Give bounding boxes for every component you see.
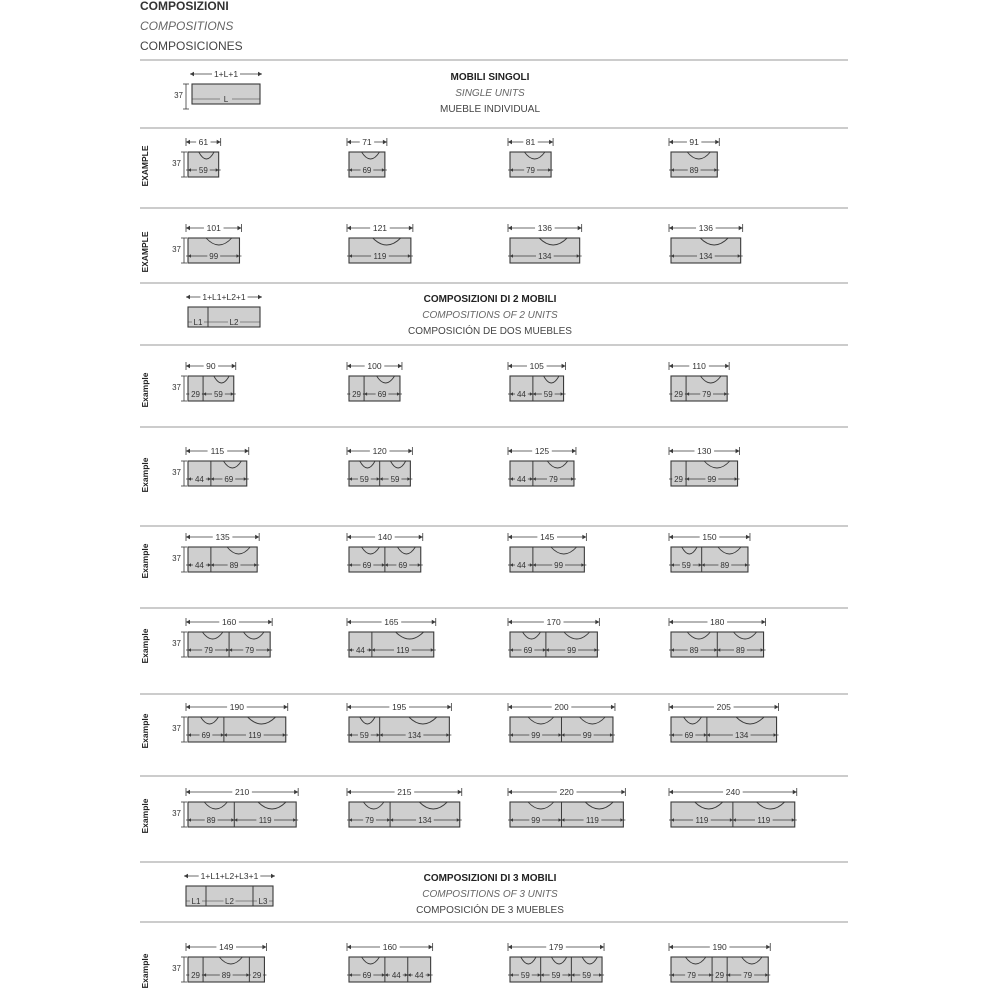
example-row-2-composition-3-total-dim-arrow-right xyxy=(578,226,582,230)
example-row-4-composition-2-total-label: 120 xyxy=(372,446,387,456)
example-row-3-composition-2-total-dim-arrow-right xyxy=(398,364,402,368)
example-row-9-composition-1-unit-label: 89 xyxy=(221,971,231,980)
example-row-9-composition-1-unit-label: 29 xyxy=(252,971,262,980)
example-row-4-composition-3-total-dim-arrow-left xyxy=(508,449,512,453)
legend-two-total-dim-arrow-right xyxy=(258,295,262,299)
example-row-7-composition-3-unit-label: 99 xyxy=(531,731,541,740)
example-row-6-composition-1-total-dim-arrow-left xyxy=(186,620,190,624)
section-title-single-english: SINGLE UNITS xyxy=(455,88,525,99)
example-row-7-composition-3-total-dim-arrow-left xyxy=(508,705,512,709)
example-row-7-composition-2-total-dim-arrow-right xyxy=(447,705,451,709)
section-title-three-english: COMPOSITIONS OF 3 UNITS xyxy=(422,889,558,900)
example-row-5-composition-4-total-dim-arrow-right xyxy=(746,535,750,539)
example-row-3-composition-4-unit-label: 79 xyxy=(702,390,712,399)
example-row-9-composition-3-unit-label: 59 xyxy=(551,971,561,980)
example-row-3-composition-2-unit-label: 29 xyxy=(352,390,361,399)
example-row-6-composition-4-unit-label: 89 xyxy=(689,646,699,655)
example-row-5-composition-2-unit-label: 69 xyxy=(398,561,408,570)
example-row-7-composition-1-total-label: 190 xyxy=(229,702,244,712)
example-row-4-composition-4-unit-label: 29 xyxy=(674,475,683,484)
example-row-7-composition-2-total-label: 195 xyxy=(392,702,407,712)
section-title-single-italian: MOBILI SINGOLI xyxy=(450,72,530,83)
example-row-2-label: EXAMPLE xyxy=(140,231,150,273)
example-row-5-composition-1-total-label: 135 xyxy=(215,532,230,542)
example-row-3-composition-3-unit-label: 44 xyxy=(516,390,526,399)
example-row-9-composition-4-unit-label: 79 xyxy=(687,971,696,980)
example-row-5-composition-1-total-dim-arrow-right xyxy=(255,535,259,539)
example-row-9-composition-4-unit-label: 79 xyxy=(743,971,753,980)
legend-three-unit-label: L2 xyxy=(225,897,234,906)
legend-three-formula: 1+L1+L2+L3+1 xyxy=(200,871,259,881)
example-row-6-composition-4-total-dim-arrow-left xyxy=(669,620,673,624)
example-row-8-composition-1-cabinet xyxy=(188,802,296,827)
page-title-italian: COMPOSIZIONI xyxy=(140,0,229,13)
section-title-single-spanish: MUEBLE INDIVIDUAL xyxy=(439,104,541,115)
example-row-2-composition-2-total-label: 121 xyxy=(372,223,388,233)
example-row-7-composition-4-total-dim-arrow-left xyxy=(669,705,673,709)
example-row-8-composition-3-total-dim-arrow-right xyxy=(621,790,625,794)
example-row-3-composition-3-total-dim-arrow-right xyxy=(562,364,566,368)
example-row-8-composition-1-unit-label: 119 xyxy=(258,816,272,825)
example-row-5-composition-2-unit-label: 69 xyxy=(362,561,372,570)
example-row-5-composition-4-unit-label: 89 xyxy=(720,561,730,570)
example-row-2-composition-3-unit-label: 134 xyxy=(538,252,552,261)
example-row-1-composition-4-total-dim-arrow-left xyxy=(669,140,673,144)
example-row-6-label: Example xyxy=(140,628,150,664)
example-row-7-composition-2-unit-label: 59 xyxy=(359,731,369,740)
example-row-8-composition-3-unit-label: 119 xyxy=(586,816,599,825)
example-row-1-composition-2-total-dim-arrow-right xyxy=(383,140,387,144)
example-row-1-composition-1-total-dim-arrow-left xyxy=(186,140,190,144)
example-row-2-composition-1-total-dim-arrow-right xyxy=(237,226,241,230)
example-row-2-composition-3-total-dim-arrow-left xyxy=(508,226,512,230)
example-row-6-composition-3-total-dim-arrow-right xyxy=(595,620,599,624)
example-row-1-composition-1-unit-label: 59 xyxy=(198,166,208,175)
example-row-2-composition-4-total-label: 136 xyxy=(698,223,713,233)
example-row-6-composition-4-total-label: 180 xyxy=(710,617,725,627)
example-row-4-composition-1-unit-label: 44 xyxy=(194,475,204,484)
legend-two-unit-label: L2 xyxy=(229,318,239,327)
example-row-2-composition-2-unit-label: 119 xyxy=(373,252,387,261)
example-row-8-composition-3-cabinet xyxy=(510,802,623,827)
legend-two-unit-label: L1 xyxy=(193,318,203,327)
example-row-3-composition-1-total-dim-arrow-right xyxy=(232,364,236,368)
example-row-5-composition-3-unit-label: 44 xyxy=(516,561,526,570)
example-row-6-composition-1-total-label: 160 xyxy=(221,617,237,627)
example-row-7-composition-4-total-label: 205 xyxy=(716,702,731,712)
example-row-9-composition-4-total-dim-arrow-right xyxy=(766,945,770,949)
example-row-8-composition-2-total-label: 215 xyxy=(397,787,412,797)
example-row-5-composition-3-total-label: 145 xyxy=(540,532,555,542)
example-row-3-composition-1-total-label: 90 xyxy=(206,361,216,371)
example-row-6-composition-2-unit-label: 44 xyxy=(355,646,365,655)
example-row-9-composition-3-total-dim-arrow-left xyxy=(508,945,512,949)
section-title-three-spanish: COMPOSICIÓN DE 3 MUEBLES xyxy=(416,905,564,916)
example-row-4-label: Example xyxy=(140,457,150,493)
legend-three-total-dim-arrow-right xyxy=(271,874,275,878)
example-row-6-composition-4-unit-label: 89 xyxy=(735,646,745,655)
example-row-1-composition-1-total-dim-arrow-right xyxy=(217,140,221,144)
example-row-7-composition-2-total-dim-arrow-left xyxy=(347,705,351,709)
example-row-2-composition-1-total-dim-arrow-left xyxy=(186,226,190,230)
example-row-3-label: Example xyxy=(140,372,150,408)
example-row-6-composition-1-unit-label: 79 xyxy=(204,646,213,655)
example-row-3-composition-1-unit-label: 59 xyxy=(213,390,223,399)
example-row-8-composition-3-total-dim-arrow-left xyxy=(508,790,512,794)
example-row-7-composition-1-unit-label: 69 xyxy=(201,731,211,740)
example-row-6-composition-3-total-label: 170 xyxy=(546,617,561,627)
example-row-8-height-label: 37 xyxy=(172,809,181,818)
example-row-3-composition-1-unit-label: 29 xyxy=(191,390,200,399)
section-title-two-italian: COMPOSIZIONI DI 2 MOBILI xyxy=(423,294,557,305)
example-row-8-composition-2-total-dim-arrow-right xyxy=(458,790,462,794)
example-row-3-composition-4-total-dim-arrow-left xyxy=(669,364,673,368)
example-row-8-composition-1-total-dim-arrow-left xyxy=(186,790,190,794)
example-row-2-composition-4-total-dim-arrow-right xyxy=(739,226,743,230)
example-row-4-composition-4-total-dim-arrow-left xyxy=(669,449,673,453)
example-row-9-composition-3-total-label: 179 xyxy=(548,942,564,952)
example-row-5-composition-3-total-dim-arrow-left xyxy=(508,535,512,539)
example-row-1-composition-2-total-dim-arrow-left xyxy=(347,140,351,144)
example-row-3-composition-4-unit-label: 29 xyxy=(674,390,683,399)
example-row-4-composition-3-unit-label: 44 xyxy=(516,475,526,484)
example-row-7-label: Example xyxy=(140,713,150,749)
legend-single-formula: 1+L+1 xyxy=(213,69,239,79)
example-row-8-composition-4-total-label: 240 xyxy=(725,787,740,797)
example-row-7-composition-3-total-label: 200 xyxy=(554,702,569,712)
example-row-5-composition-4-unit-label: 59 xyxy=(681,561,691,570)
example-row-9-composition-2-total-dim-arrow-right xyxy=(429,945,433,949)
example-row-5-composition-1-unit-label: 89 xyxy=(229,561,239,570)
example-row-4-composition-3-total-label: 125 xyxy=(534,446,550,456)
example-row-2-composition-2-total-dim-arrow-right xyxy=(409,226,413,230)
example-row-1-composition-4-total-dim-arrow-right xyxy=(715,140,719,144)
example-row-8-composition-2-unit-label: 79 xyxy=(365,816,374,825)
example-row-2-composition-2-total-dim-arrow-left xyxy=(347,226,351,230)
example-row-4-composition-3-unit-label: 79 xyxy=(548,475,558,484)
example-row-9-height-label: 37 xyxy=(172,964,181,973)
example-row-5-composition-1-total-dim-arrow-left xyxy=(186,535,190,539)
example-row-3-composition-1-total-dim-arrow-left xyxy=(186,364,190,368)
example-row-8-composition-3-unit-label: 99 xyxy=(531,816,541,825)
example-row-6-composition-2-unit-label: 119 xyxy=(396,646,410,655)
example-row-8-composition-2-total-dim-arrow-left xyxy=(347,790,351,794)
example-row-8-composition-3-total-label: 220 xyxy=(559,787,574,797)
legend-two-formula: 1+L1+L2+1 xyxy=(202,292,246,302)
example-row-4-composition-2-unit-label: 59 xyxy=(390,475,400,484)
example-row-1-label: EXAMPLE xyxy=(140,145,150,187)
legend-three-total-dim-arrow-left xyxy=(184,874,188,878)
example-row-9-composition-3-unit-label: 59 xyxy=(520,971,530,980)
example-row-9-composition-2-unit-label: 44 xyxy=(391,971,401,980)
example-row-3-height-label: 37 xyxy=(172,383,181,392)
example-row-8-composition-4-total-dim-arrow-right xyxy=(793,790,797,794)
example-row-4-composition-3-total-dim-arrow-right xyxy=(572,449,576,453)
example-row-5-composition-3-unit-label: 99 xyxy=(554,561,564,570)
example-row-5-composition-2-total-dim-arrow-left xyxy=(347,535,351,539)
example-row-3-composition-4-total-dim-arrow-right xyxy=(725,364,729,368)
example-row-5-height-label: 37 xyxy=(172,554,181,563)
example-row-1-composition-3-total-dim-arrow-right xyxy=(549,140,553,144)
legend-three-unit-label: L1 xyxy=(191,897,201,906)
example-row-4-composition-2-total-dim-arrow-right xyxy=(408,449,412,453)
example-row-9-composition-2-unit-label: 44 xyxy=(414,971,424,980)
example-row-9-composition-2-total-label: 160 xyxy=(382,942,397,952)
example-row-9-composition-1-total-dim-arrow-left xyxy=(186,945,190,949)
example-row-4-composition-2-unit-label: 59 xyxy=(359,475,369,484)
example-row-9-composition-2-total-dim-arrow-left xyxy=(347,945,351,949)
legend-single-total-dim-arrow-right xyxy=(258,72,262,76)
example-row-5-composition-2-total-dim-arrow-right xyxy=(419,535,423,539)
example-row-4-composition-1-unit-label: 69 xyxy=(224,475,234,484)
example-row-7-composition-3-total-dim-arrow-right xyxy=(611,705,615,709)
example-row-4-composition-4-total-dim-arrow-right xyxy=(736,449,740,453)
example-row-5-label: Example xyxy=(140,543,150,579)
example-row-6-composition-2-total-label: 165 xyxy=(384,617,399,627)
example-row-6-composition-3-unit-label: 69 xyxy=(523,646,533,655)
example-row-2-composition-4-total-dim-arrow-left xyxy=(669,226,673,230)
section-title-two-english: COMPOSITIONS OF 2 UNITS xyxy=(422,310,558,321)
example-row-3-composition-3-unit-label: 59 xyxy=(543,390,553,399)
example-row-2-composition-1-unit-label: 99 xyxy=(209,252,219,261)
example-row-9-composition-1-total-label: 149 xyxy=(219,942,234,952)
example-row-4-composition-4-unit-label: 99 xyxy=(707,475,717,484)
example-row-7-composition-3-unit-label: 99 xyxy=(582,731,592,740)
example-row-3-composition-3-total-label: 105 xyxy=(529,361,544,371)
example-row-8-composition-1-total-label: 210 xyxy=(234,787,250,797)
example-row-8-composition-4-unit-label: 119 xyxy=(695,816,709,825)
example-row-8-composition-2-unit-label: 134 xyxy=(418,816,432,825)
example-row-7-composition-1-unit-label: 119 xyxy=(248,731,262,740)
example-row-7-composition-4-unit-label: 134 xyxy=(735,731,749,740)
example-row-6-composition-1-total-dim-arrow-right xyxy=(268,620,272,624)
example-row-1-composition-4-unit-label: 89 xyxy=(689,166,699,175)
example-row-1-composition-2-unit-label: 69 xyxy=(362,166,372,175)
legend-single-unit-label: L xyxy=(223,95,229,104)
example-row-8-composition-4-unit-label: 119 xyxy=(757,816,771,825)
example-row-1-composition-4-total-label: 91 xyxy=(689,137,699,147)
example-row-8-composition-4-total-dim-arrow-left xyxy=(669,790,673,794)
example-row-7-composition-4-total-dim-arrow-right xyxy=(775,705,779,709)
legend-three-unit-label: L3 xyxy=(258,897,268,906)
example-row-9-composition-4-total-label: 190 xyxy=(712,942,727,952)
example-row-5-composition-4-total-dim-arrow-left xyxy=(669,535,673,539)
example-row-1-composition-3-total-label: 81 xyxy=(525,137,536,147)
example-row-3-composition-2-unit-label: 69 xyxy=(377,390,387,399)
legend-two-total-dim-arrow-left xyxy=(186,295,190,299)
example-row-3-composition-4-total-label: 110 xyxy=(692,361,706,371)
example-row-6-composition-1-unit-label: 79 xyxy=(245,646,255,655)
legend-single-height-label: 37 xyxy=(174,91,183,100)
example-row-9-composition-1-total-dim-arrow-right xyxy=(262,945,266,949)
example-row-7-composition-1-total-dim-arrow-right xyxy=(284,705,288,709)
section-title-three-italian: COMPOSIZIONI DI 3 MOBILI xyxy=(423,873,557,884)
example-row-8-label: Example xyxy=(140,798,150,834)
example-row-9-composition-2-unit-label: 69 xyxy=(362,971,372,980)
example-row-1-composition-3-unit-label: 79 xyxy=(526,166,535,175)
page-title-spanish: COMPOSICIONES xyxy=(140,39,243,53)
legend-single-total-dim-arrow-left xyxy=(190,72,194,76)
example-row-9-composition-3-total-dim-arrow-right xyxy=(600,945,604,949)
example-row-9-composition-3-unit-label: 59 xyxy=(582,971,592,980)
example-row-3-composition-2-total-dim-arrow-left xyxy=(347,364,351,368)
example-row-5-composition-2-total-label: 140 xyxy=(377,532,392,542)
example-row-2-height-label: 37 xyxy=(172,245,181,254)
example-row-8-composition-1-total-dim-arrow-right xyxy=(294,790,298,794)
example-row-7-composition-1-total-dim-arrow-left xyxy=(186,705,190,709)
example-row-4-height-label: 37 xyxy=(172,468,181,477)
page-title-english: COMPOSITIONS xyxy=(140,19,234,33)
example-row-1-composition-2-total-label: 71 xyxy=(362,137,372,147)
example-row-4-composition-1-total-label: 115 xyxy=(210,446,225,456)
example-row-9-composition-4-unit-label: 29 xyxy=(715,971,725,980)
example-row-5-composition-3-total-dim-arrow-right xyxy=(582,535,586,539)
example-row-7-height-label: 37 xyxy=(172,724,181,733)
example-row-6-composition-2-total-dim-arrow-right xyxy=(432,620,436,624)
example-row-5-composition-1-unit-label: 44 xyxy=(194,561,204,570)
example-row-6-height-label: 37 xyxy=(172,639,181,648)
example-row-7-composition-2-unit-label: 134 xyxy=(407,731,422,740)
example-row-2-composition-4-unit-label: 134 xyxy=(699,252,713,261)
example-row-4-composition-1-total-dim-arrow-right xyxy=(245,449,249,453)
example-row-7-composition-4-unit-label: 69 xyxy=(684,731,694,740)
example-row-6-composition-3-total-dim-arrow-left xyxy=(508,620,512,624)
example-row-9-composition-4-total-dim-arrow-left xyxy=(669,945,673,949)
example-row-4-composition-4-total-label: 130 xyxy=(697,446,712,456)
example-row-6-composition-3-unit-label: 99 xyxy=(567,646,577,655)
example-row-2-composition-1-total-label: 101 xyxy=(206,223,221,233)
example-row-5-composition-4-total-label: 150 xyxy=(702,532,717,542)
example-row-3-composition-3-total-dim-arrow-left xyxy=(508,364,512,368)
section-title-two-spanish: COMPOSICIÓN DE DOS MUEBLES xyxy=(408,326,572,337)
example-row-4-composition-1-total-dim-arrow-left xyxy=(186,449,190,453)
example-row-1-composition-3-total-dim-arrow-left xyxy=(508,140,512,144)
example-row-4-composition-2-total-dim-arrow-left xyxy=(347,449,351,453)
example-row-6-composition-2-total-dim-arrow-left xyxy=(347,620,351,624)
example-row-2-composition-3-total-label: 136 xyxy=(537,223,552,233)
example-row-6-composition-4-total-dim-arrow-right xyxy=(762,620,766,624)
example-row-8-composition-1-unit-label: 89 xyxy=(206,816,216,825)
example-row-3-composition-2-total-label: 100 xyxy=(367,361,382,371)
example-row-1-composition-1-total-label: 61 xyxy=(198,137,209,147)
example-row-1-height-label: 37 xyxy=(172,159,181,168)
example-row-9-label: Example xyxy=(140,953,150,989)
example-row-9-composition-1-unit-label: 29 xyxy=(191,971,200,980)
